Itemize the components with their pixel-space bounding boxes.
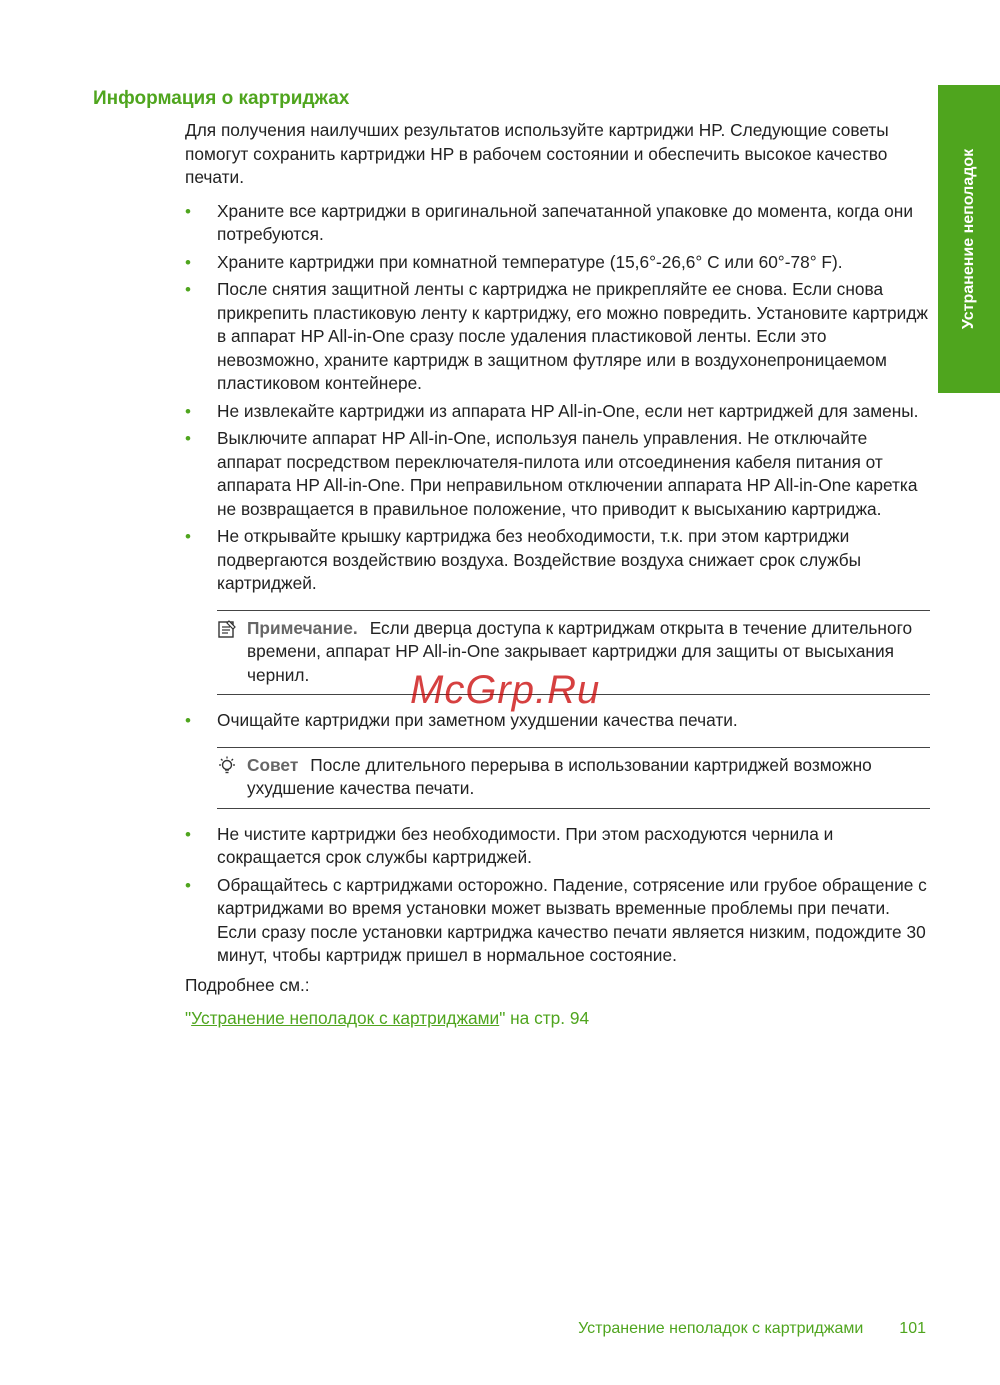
list-item <box>185 251 930 275</box>
list-item-text: Не извлекайте картриджи из аппарата HP All-in-One, если нет картриджей для замены. <box>217 400 919 421</box>
intro-paragraph: Для получения наилучших результатов используйте картриджи HP. Следующие советы помогут сохранить картриджи HP в рабочем состоянии и обеспечить высокое качество печати. <box>185 120 889 187</box>
page-footer <box>578 1320 926 1338</box>
side-tab <box>938 85 1000 393</box>
list-item-text: После снятия защитной ленты с картриджа не прикрепляйте ее снова. Если снова прикрепить пластиковую ленту к картриджу, его можно повредить. Установите картридж в аппарат HP All-in-One сразу после удаления пластиковой ленты. Если это невозможно, храните картридж в защитном футляре или в воздухонепроницаемом пластиковом контейнере. <box>217 279 928 393</box>
tip-label: Совет <box>247 754 299 775</box>
section-title: Информация о картриджах <box>93 88 350 109</box>
bullet-icon: • <box>185 875 191 895</box>
side-tab-label: Устранение неполадок <box>960 148 977 330</box>
bullet-icon: • <box>185 401 191 421</box>
list-item <box>185 823 930 870</box>
list-item-text: Храните все картриджи в оригинальной запечатанной упаковке до момента, когда они потребуются. <box>217 200 913 244</box>
list-item <box>185 400 930 424</box>
tips-list-a <box>185 200 930 596</box>
bullet-icon: • <box>185 824 191 844</box>
bullet-icon: • <box>185 711 191 730</box>
list-item-text: Очищайте картриджи при заметном ухудшении качества печати. <box>217 710 738 730</box>
bullet-icon: • <box>185 429 191 448</box>
lightbulb-icon <box>217 756 237 776</box>
list-item <box>185 874 930 968</box>
list-item-text: Не открывайте крышку картриджа без необходимости, т.к. при этом картриджи подвергаются воздействию воздуха. Воздействие воздуха снижает срок службы картриджей. <box>217 526 862 593</box>
list-item-text: Обращайтесь с картриджами осторожно. Падение, сотрясение или грубое обращение с картриджами во время установки может вызвать временные проблемы при печати. Если сразу после установки картриджа качество печати является низким, подождите 30 минут, чтобы картридж пришел в нормальное состояние. <box>217 874 927 965</box>
bullet-icon: • <box>185 252 191 272</box>
list-item <box>185 525 930 596</box>
list-item <box>185 427 930 521</box>
bullet-icon: • <box>185 201 191 221</box>
note-text: Если дверца доступа к картриджам открыта в течение длительного времени, аппарат HP All-in-One закрывает картриджи для защиты от высыхания чернил. <box>247 617 913 685</box>
bullet-icon: • <box>185 527 191 546</box>
watermark: McGrp.Ru <box>410 668 601 712</box>
footer-section-title: Устранение неполадок с картриджами <box>578 1320 864 1337</box>
reference-link[interactable]: Устранение неполадок с картриджами <box>191 1008 500 1028</box>
list-item <box>185 200 930 247</box>
note-icon <box>217 619 237 639</box>
list-item <box>185 278 930 396</box>
reference-line <box>185 1007 930 1031</box>
bullet-icon: • <box>185 280 191 299</box>
tip-text: После длительного перерыва в использовании картриджей возможно ухудшение качества печати. <box>247 754 872 798</box>
note-label: Примечание. <box>247 617 358 638</box>
list-item-text: Выключите аппарат HP All-in-One, используя панель управления. Не отключайте аппарат посредством переключателя-пилота или отсоединения кабеля питания от аппарата HP All-in-One. При неправильном отключении аппарата HP All-in-One каретка не возвращается в правильное положение, что приводит к высыханию картриджа. <box>217 428 918 519</box>
reference-page: " на стр. 94 <box>499 1008 590 1028</box>
tip-box <box>217 747 930 809</box>
reference-quote: " <box>185 1008 192 1028</box>
content-body <box>185 119 930 1031</box>
page-number: 101 <box>899 1320 926 1337</box>
list-item-text: Не чистите картриджи без необходимости. При этом расходуются чернила и сокращается срок службы картриджей. <box>217 823 834 867</box>
list-item-text: Храните картриджи при комнатной температуре (15,6°-26,6° C или 60°-78° F). <box>217 251 843 272</box>
more-info-label: Подробнее см.: <box>185 974 310 995</box>
tips-list-c <box>185 823 930 968</box>
